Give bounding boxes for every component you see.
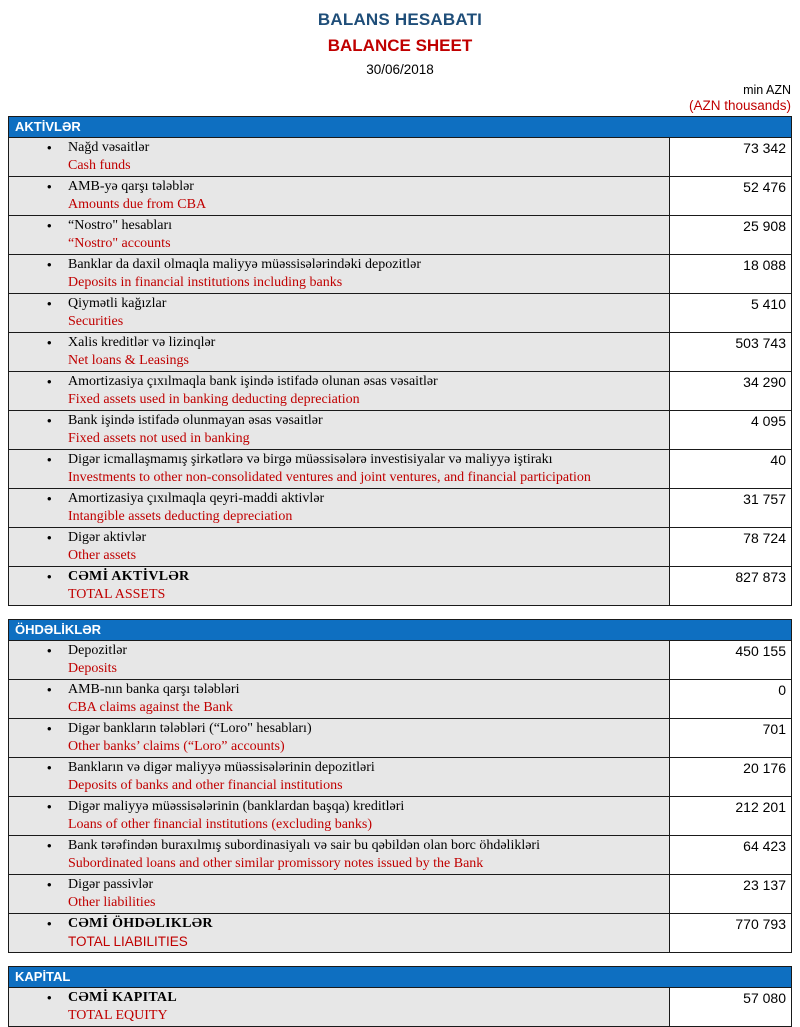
- row-labels: [68, 798, 665, 833]
- row-label-en: Loans of other financial institutions (excluding banks): [68, 816, 373, 832]
- row-value: 4 095: [669, 411, 791, 449]
- row-label-en: TOTAL EQUITY: [68, 1007, 168, 1023]
- row-label-en: Fixed assets not used in banking: [68, 430, 250, 446]
- bullet-icon: •: [47, 257, 52, 272]
- row-label-az: Digər aktivlər: [68, 530, 147, 545]
- row-label-cell: [9, 567, 669, 605]
- row-labels: [68, 412, 665, 447]
- row-label-en: Investments to other non-consolidated ventures and joint ventures, and financial participation: [68, 469, 591, 485]
- section-rows: [9, 987, 791, 1026]
- row-label-az: Amortizasiya çıxılmaqla qeyri-maddi aktivlər: [68, 491, 325, 506]
- row-label-en: Net loans & Leasings: [68, 352, 189, 368]
- row-labels: [68, 915, 665, 950]
- row-label-az: CƏMİ AKTİVLƏR: [68, 569, 190, 584]
- units-note: [0, 83, 800, 114]
- bullet-icon: •: [47, 569, 52, 584]
- table-row: [9, 718, 791, 757]
- table-row: [9, 332, 791, 371]
- bullet-icon: •: [47, 530, 52, 545]
- table-row: [9, 757, 791, 796]
- row-label-az: Digər passivlər: [68, 877, 154, 892]
- row-label-az: CƏMİ KAPITAL: [68, 990, 177, 1005]
- bullet-icon: •: [47, 877, 52, 892]
- table-row: [9, 293, 791, 332]
- bullet-icon: •: [47, 799, 52, 814]
- row-label-en: Deposits of banks and other financial institutions: [68, 777, 343, 793]
- table-row: [9, 913, 791, 952]
- row-label-az: Qiymətli kağızlar: [68, 296, 167, 311]
- row-label-en: “Nostro" accounts: [68, 235, 171, 251]
- row-labels: [68, 876, 665, 911]
- bullet-icon: •: [47, 721, 52, 736]
- balance-sheet-section: [8, 619, 792, 953]
- row-labels: [68, 720, 665, 755]
- row-value: 450 155: [669, 641, 791, 679]
- bullet-icon: •: [47, 838, 52, 853]
- table-row: [9, 137, 791, 176]
- row-label-cell: [9, 641, 669, 679]
- row-label-en: Other banks’ claims (“Loro” accounts): [68, 738, 285, 754]
- table-row: [9, 987, 791, 1026]
- unit-label-az: min AZN: [743, 83, 791, 97]
- row-value: 18 088: [669, 255, 791, 293]
- row-label-az: Digər icmallaşmamış şirkətlərə və birgə müəssisələrə investisiyalar və maliyyə iştirakı: [68, 452, 553, 467]
- row-label-en: Other assets: [68, 547, 137, 563]
- row-label-cell: [9, 138, 669, 176]
- table-row: [9, 176, 791, 215]
- row-label-az: CƏMİ ÖHDƏLIKLƏR: [68, 916, 213, 931]
- row-value: 78 724: [669, 528, 791, 566]
- row-label-cell: [9, 333, 669, 371]
- row-label-en: CBA claims against the Bank: [68, 699, 233, 715]
- row-label-az: Bank tərəfindən buraxılmış subordinasiyalı və sair bu qəbildən olan borc öhdəlikləri: [68, 838, 540, 853]
- row-label-az: Amortizasiya çıxılmaqla bank işində istifadə olunan əsas vəsaitlər: [68, 374, 438, 389]
- row-label-cell: [9, 914, 669, 952]
- row-value: 827 873: [669, 567, 791, 605]
- row-value: 73 342: [669, 138, 791, 176]
- bullet-icon: •: [47, 990, 52, 1005]
- row-label-az: Bank işində istifadə olunmayan əsas vəsaitlər: [68, 413, 323, 428]
- row-label-cell: [9, 216, 669, 254]
- row-value: 5 410: [669, 294, 791, 332]
- table-row: [9, 874, 791, 913]
- row-label-az: Xalis kreditlər və lizinqlər: [68, 335, 216, 350]
- row-labels: [68, 334, 665, 369]
- row-label-cell: [9, 836, 669, 874]
- section-rows: [9, 640, 791, 952]
- table-row: [9, 215, 791, 254]
- row-value: 52 476: [669, 177, 791, 215]
- bullet-icon: •: [47, 179, 52, 194]
- row-labels: [68, 642, 665, 677]
- row-value: 701: [669, 719, 791, 757]
- table-row: [9, 488, 791, 527]
- row-label-cell: [9, 489, 669, 527]
- row-label-cell: [9, 988, 669, 1026]
- table-row: [9, 679, 791, 718]
- row-value: 40: [669, 450, 791, 488]
- row-labels: [68, 568, 665, 603]
- row-label-cell: [9, 797, 669, 835]
- row-value: 503 743: [669, 333, 791, 371]
- section-header: [9, 620, 791, 640]
- section-header: [9, 967, 791, 987]
- unit-label-en: (AZN thousands): [688, 98, 791, 113]
- row-label-cell: [9, 680, 669, 718]
- row-value: 0: [669, 680, 791, 718]
- row-label-az: AMB-nın banka qarşı tələbləri: [68, 682, 240, 697]
- row-value: 57 080: [669, 988, 791, 1026]
- row-label-en: Fixed assets used in banking deducting depreciation: [68, 391, 360, 407]
- row-labels: [68, 178, 665, 213]
- row-label-en: Cash funds: [68, 157, 131, 173]
- bullet-icon: •: [47, 335, 52, 350]
- row-label-az: Nağd vəsaitlər: [68, 140, 150, 155]
- row-label-en: TOTAL ASSETS: [68, 586, 166, 602]
- row-label-cell: [9, 177, 669, 215]
- section-rows: [9, 137, 791, 605]
- table-row: [9, 410, 791, 449]
- row-value: 31 757: [669, 489, 791, 527]
- row-label-en: Amounts due from CBA: [68, 196, 207, 212]
- table-row: [9, 835, 791, 874]
- row-label-en: Deposits: [68, 660, 117, 676]
- row-labels: [68, 681, 665, 716]
- table-row: [9, 796, 791, 835]
- row-label-cell: [9, 255, 669, 293]
- section-title: KAPİTAL: [15, 969, 71, 984]
- bullet-icon: •: [47, 374, 52, 389]
- row-label-en: Intangible assets deducting depreciation: [68, 508, 293, 524]
- table-row: [9, 566, 791, 605]
- row-value: 23 137: [669, 875, 791, 913]
- row-label-cell: [9, 372, 669, 410]
- page-title-az: BALANS HESABATI: [317, 10, 483, 29]
- row-labels: [68, 139, 665, 174]
- row-label-en: Securities: [68, 313, 124, 329]
- row-label-cell: [9, 528, 669, 566]
- row-labels: [68, 529, 665, 564]
- row-label-en: Subordinated loans and other similar promissory notes issued by the Bank: [68, 855, 484, 871]
- row-label-en: TOTAL LIABILITIES: [68, 933, 188, 949]
- section-title: ÖHDƏLİKLƏR: [15, 622, 102, 637]
- page-title-en: BALANCE SHEET: [327, 36, 473, 55]
- row-labels: [68, 217, 665, 252]
- balance-sheet-section: [8, 116, 792, 606]
- row-labels: [68, 256, 665, 291]
- row-label-cell: [9, 411, 669, 449]
- row-label-az: Bankların və digər maliyyə müəssisələrinin depozitləri: [68, 760, 375, 775]
- row-label-cell: [9, 294, 669, 332]
- bullet-icon: •: [47, 916, 52, 931]
- document-header: [0, 0, 800, 78]
- row-label-cell: [9, 758, 669, 796]
- row-label-az: Digər maliyyə müəssisələrinin (banklardan başqa) kreditləri: [68, 799, 405, 814]
- row-labels: [68, 837, 665, 872]
- row-label-az: Banklar da daxil olmaqla maliyyə müəssisələrindəki depozitlər: [68, 257, 422, 272]
- row-label-cell: [9, 450, 669, 488]
- row-value: 34 290: [669, 372, 791, 410]
- bullet-icon: •: [47, 760, 52, 775]
- bullet-icon: •: [47, 682, 52, 697]
- bullet-icon: •: [47, 140, 52, 155]
- bullet-icon: •: [47, 452, 52, 467]
- row-label-az: Depozitlər: [68, 643, 128, 658]
- bullet-icon: •: [47, 413, 52, 428]
- row-label-cell: [9, 875, 669, 913]
- row-labels: [68, 759, 665, 794]
- table-row: [9, 371, 791, 410]
- row-label-cell: [9, 719, 669, 757]
- row-labels: [68, 490, 665, 525]
- report-date: 30/06/2018: [366, 62, 434, 77]
- table-row: [9, 449, 791, 488]
- row-labels: [68, 989, 665, 1024]
- bullet-icon: •: [47, 296, 52, 311]
- bullet-icon: •: [47, 643, 52, 658]
- section-title: AKTİVLƏR: [15, 119, 81, 134]
- row-value: 20 176: [669, 758, 791, 796]
- row-label-az: Digər bankların tələbləri (“Loro" hesabları): [68, 721, 312, 736]
- row-label-az: AMB-yə qarşı tələblər: [68, 179, 194, 194]
- row-value: 212 201: [669, 797, 791, 835]
- row-labels: [68, 373, 665, 408]
- row-label-az: “Nostro" hesabları: [68, 218, 173, 233]
- balance-sheet: [8, 116, 792, 1027]
- bullet-icon: •: [47, 491, 52, 506]
- row-value: 770 793: [669, 914, 791, 952]
- section-header: [9, 117, 791, 137]
- row-value: 25 908: [669, 216, 791, 254]
- table-row: [9, 640, 791, 679]
- row-value: 64 423: [669, 836, 791, 874]
- table-row: [9, 527, 791, 566]
- balance-sheet-section: [8, 966, 792, 1027]
- row-labels: [68, 295, 665, 330]
- bullet-icon: •: [47, 218, 52, 233]
- table-row: [9, 254, 791, 293]
- row-labels: [68, 451, 665, 486]
- row-label-en: Other liabilities: [68, 894, 156, 910]
- row-label-en: Deposits in financial institutions including banks: [68, 274, 343, 290]
